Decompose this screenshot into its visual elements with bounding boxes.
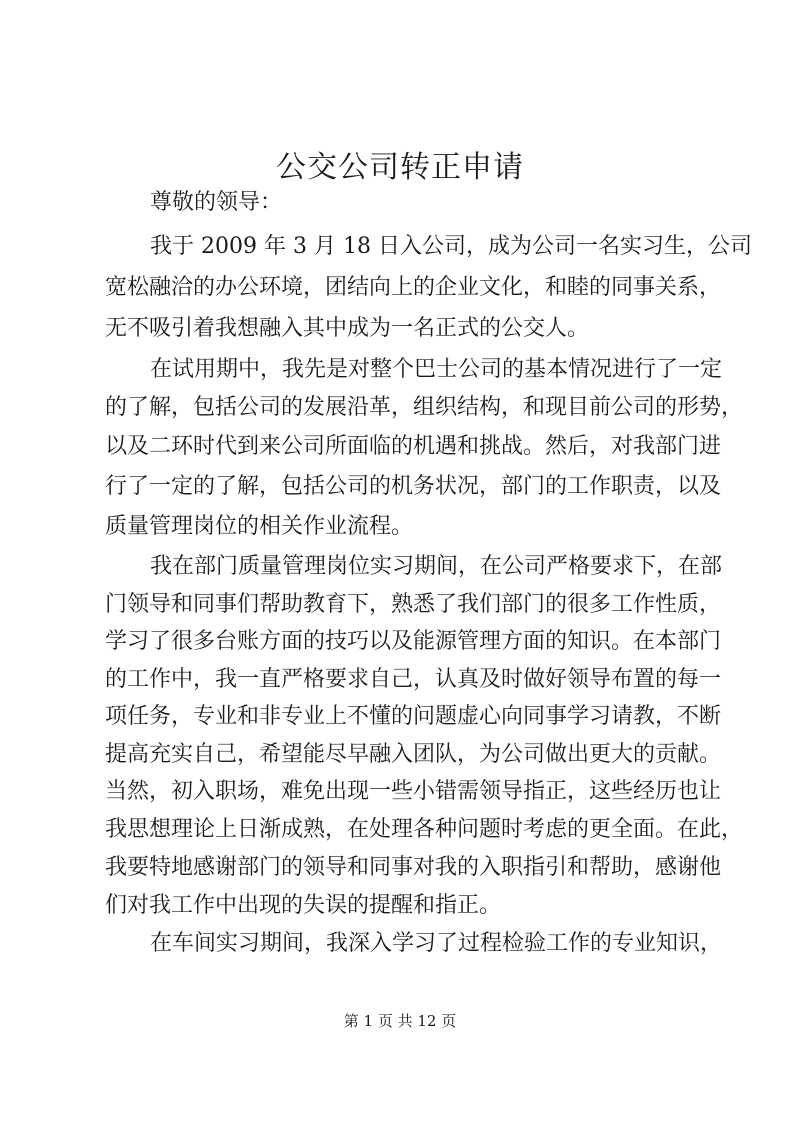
text-line: 的了解，包括公司的发展沿革，组织结构，和现目前公司的形势，	[105, 395, 744, 420]
text-line: 在车间实习期间，我深入学习了过程检验工作的专业知识，	[150, 931, 723, 956]
text-line: 无不吸引着我想融入其中成为一名正式的公交人。	[105, 316, 590, 341]
text-line: 我要特地感谢部门的领导和同事对我的入职指引和帮助，感谢他	[105, 855, 722, 880]
text-line: 门领导和同事们帮助教育下，熟悉了我们部门的很多工作性质，	[105, 592, 722, 617]
text-line: 我思想理论上日渐成熟，在处理各种问题时考虑的更全面。在此，	[105, 817, 744, 842]
text-line: 我在部门质量管理岗位实习期间，在公司严格要求下，在部	[150, 554, 723, 579]
text-line: 以及二环时代到来公司所面临的机遇和挑战。然后，对我部门进	[105, 434, 722, 459]
page-number-footer: 第 1 页 共 12 页	[343, 1012, 457, 1030]
text-line: 提高充实自己，希望能尽早融入团队，为公司做出更大的贡献。	[105, 742, 722, 767]
document-title: 公交公司转正申请	[276, 150, 524, 185]
text-line: 宽松融洽的办公环境，团结向上的企业文化，和睦的同事关系，	[105, 275, 722, 300]
salutation: 尊敬的领导：	[150, 190, 283, 215]
text-line: 们对我工作中出现的失误的提醒和指正。	[105, 893, 502, 918]
text-line: 在试用期中，我先是对整个巴士公司的基本情况进行了一定	[150, 357, 723, 382]
text-line: 行了一定的了解，包括公司的机务状况，部门的工作职责，以及	[105, 474, 722, 499]
text-line: 质量管理岗位的相关作业流程。	[105, 514, 414, 539]
text-line: 当然，初入职场，难免出现一些小错需领导指正，这些经历也让	[105, 779, 722, 804]
text-line: 项任务，专业和非专业上不懂的问题虚心向同事学习请教，不断	[105, 704, 722, 729]
text-line: 的工作中，我一直严格要求自己，认真及时做好领导布置的每一	[105, 667, 722, 692]
text-line: 我于 2009 年 3 月 18 日入公司，成为公司一名实习生，公司	[150, 234, 752, 259]
text-line: 学习了很多台账方面的技巧以及能源管理方面的知识。在本部门	[105, 629, 722, 654]
